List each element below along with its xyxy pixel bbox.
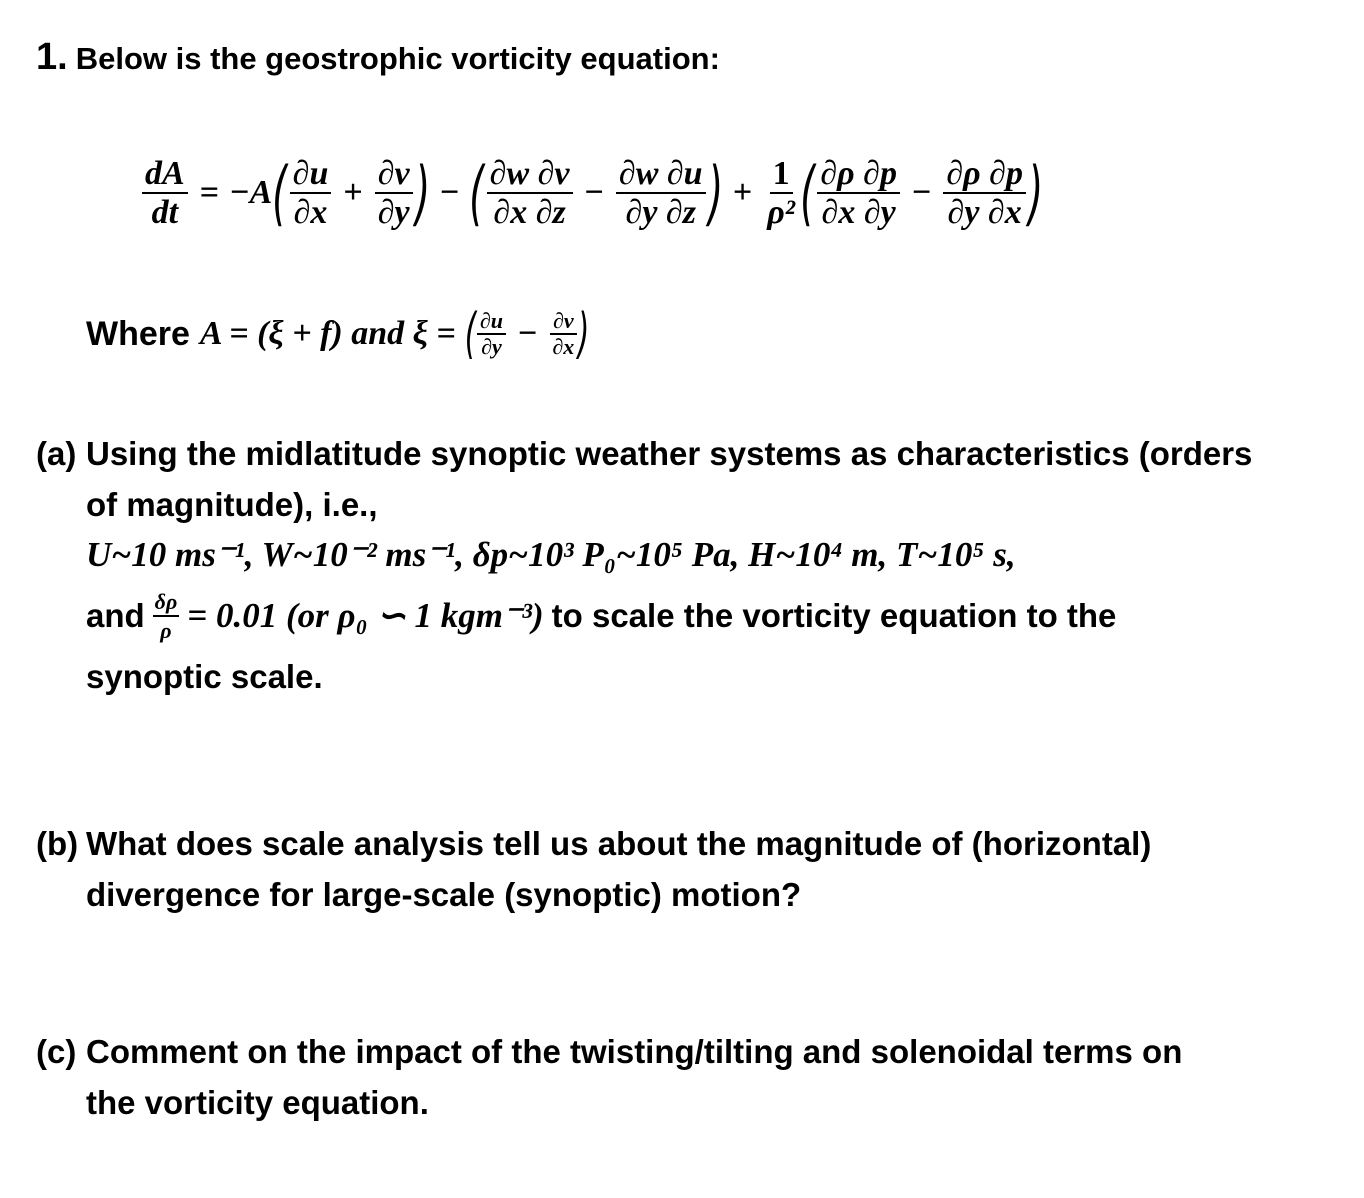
tilting-fraction-2 bbox=[616, 155, 706, 232]
plus-sign: + bbox=[732, 174, 753, 211]
du-dy-fraction bbox=[477, 309, 506, 359]
minus-sign: − bbox=[517, 315, 538, 352]
question-a-line-4 bbox=[86, 581, 1346, 651]
question-number: 1. bbox=[36, 36, 68, 78]
heading-text: Below is the geostrophic vorticity equation: bbox=[75, 41, 720, 76]
solenoid-numerator-2: ∂ρ ∂p bbox=[943, 155, 1026, 194]
dv-numerator: ∂v bbox=[550, 309, 577, 335]
question-b-line-2: divergence for large-scale (synoptic) motion? bbox=[86, 875, 802, 913]
minus-sign: − bbox=[584, 174, 604, 211]
plus-sign: + bbox=[343, 174, 363, 211]
tilting-fraction-1 bbox=[487, 155, 573, 232]
density-ratio-denominator: ρ bbox=[160, 618, 172, 643]
and-label: and bbox=[86, 597, 145, 635]
lhs-denominator: dt bbox=[151, 194, 179, 231]
dy-denominator: ∂y bbox=[377, 194, 410, 231]
tilting-denominator-1: ∂x ∂z bbox=[493, 194, 566, 231]
solenoid-fraction-2 bbox=[943, 155, 1026, 232]
question-a bbox=[36, 428, 1336, 718]
one-over-rho-squared bbox=[764, 155, 798, 232]
vorticity-equation bbox=[140, 138, 1250, 248]
left-paren: ( bbox=[469, 152, 485, 234]
right-paren: ) bbox=[707, 152, 723, 234]
one-numerator: 1 bbox=[770, 155, 793, 194]
dx-denominator: ∂x bbox=[293, 194, 328, 231]
dy-denominator: ∂y bbox=[481, 334, 502, 359]
lhs-fraction bbox=[142, 155, 188, 232]
left-paren: ( bbox=[800, 152, 816, 234]
where-expression: A = (ξ + f) and ξ = bbox=[199, 315, 456, 352]
density-ratio-fraction bbox=[153, 588, 180, 645]
equals-sign: = bbox=[199, 174, 220, 211]
right-paren: ) bbox=[1028, 152, 1044, 234]
lhs-numerator: dA bbox=[142, 155, 188, 194]
question-c-label: (c) bbox=[36, 1032, 77, 1070]
du-dx-fraction bbox=[290, 155, 332, 232]
question-b-line-1: What does scale analysis tell us about the magnitude of (horizontal) bbox=[86, 824, 1152, 862]
right-paren: ) bbox=[414, 152, 430, 234]
question-c bbox=[36, 1026, 1336, 1136]
question-b bbox=[36, 818, 1336, 928]
tilting-numerator-1: ∂w ∂v bbox=[487, 155, 573, 194]
dx-denominator: ∂x bbox=[552, 334, 575, 359]
question-a-line-4-tail: to scale the vorticity equation to the bbox=[551, 597, 1117, 635]
du-numerator: ∂u bbox=[290, 155, 332, 194]
question-a-label: (a) bbox=[36, 434, 77, 472]
solenoid-numerator-1: ∂ρ ∂p bbox=[817, 155, 900, 194]
minus-sign: − bbox=[911, 174, 932, 211]
right-paren: ) bbox=[577, 302, 590, 365]
left-paren: ( bbox=[464, 302, 477, 365]
solenoid-denominator-2: ∂y ∂x bbox=[947, 194, 1022, 231]
question-a-line-2: of magnitude), i.e., bbox=[86, 485, 378, 523]
question-c-line-1: Comment on the impact of the twisting/tilting and solenoidal terms on bbox=[86, 1032, 1183, 1070]
question-a-line-1: Using the midlatitude synoptic weather systems as characteristics (orders bbox=[86, 434, 1253, 472]
du-numerator: ∂u bbox=[477, 309, 506, 335]
rho-squared-denominator: ρ² bbox=[767, 194, 796, 231]
dv-dx-fraction bbox=[549, 309, 577, 359]
dv-dy-fraction bbox=[375, 155, 413, 232]
solenoid-denominator-1: ∂x ∂y bbox=[821, 194, 896, 231]
left-paren: ( bbox=[272, 152, 288, 234]
tilting-numerator-2: ∂w ∂u bbox=[616, 155, 706, 194]
question-a-line-5: synoptic scale. bbox=[86, 657, 323, 695]
question-c-line-2: the vorticity equation. bbox=[86, 1083, 429, 1121]
scale-values-line: U~10 ms⁻¹, W~10⁻² ms⁻¹, δp~10³ P₀~10⁵ Pa, H~10⁴ m, T~10⁵ s, bbox=[86, 535, 1016, 575]
minus-a-term: −A bbox=[229, 174, 273, 211]
where-definition bbox=[86, 298, 588, 370]
minus-sign: − bbox=[439, 174, 460, 211]
question-heading bbox=[36, 36, 720, 79]
dv-numerator: ∂v bbox=[375, 155, 413, 194]
density-ratio-numerator: δρ bbox=[153, 588, 180, 618]
where-label: Where bbox=[86, 314, 190, 353]
question-b-label: (b) bbox=[36, 824, 79, 862]
solenoid-fraction-1 bbox=[817, 155, 900, 232]
density-ratio-value: = 0.01 (or ρ₀ ∽ 1 kgm⁻³) bbox=[187, 595, 544, 635]
tilting-denominator-2: ∂y ∂z bbox=[625, 194, 696, 231]
